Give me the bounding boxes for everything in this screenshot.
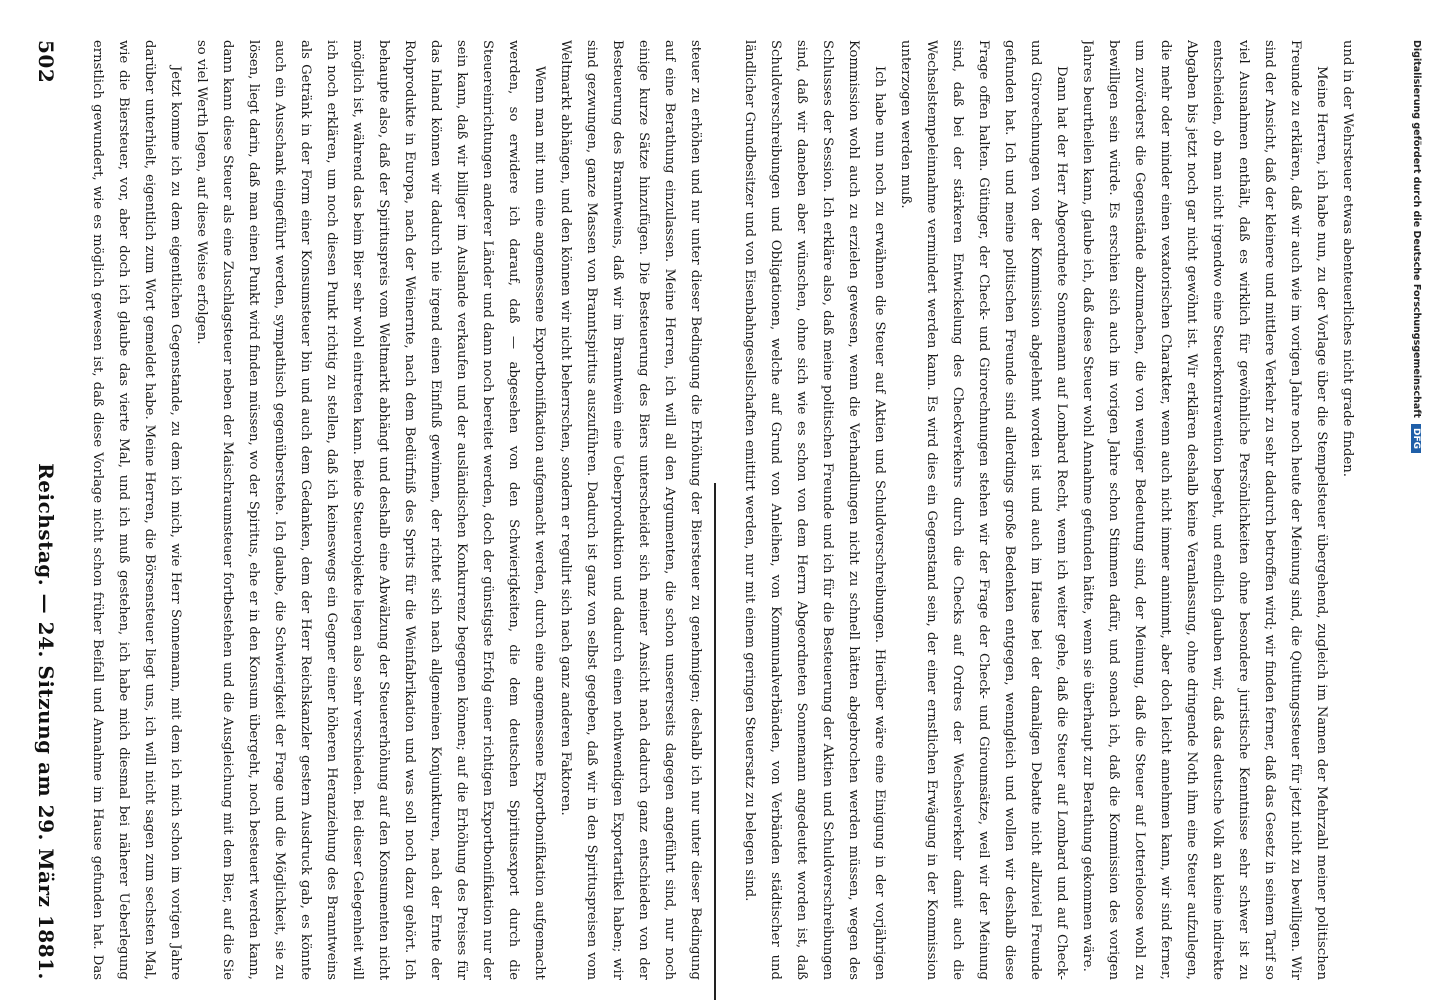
paragraph: Wenn man mit nun eine angemessene Exportbonifikation aufgemacht werden, durch eine angemessene Exportbonifikation aufgemacht werden, so erwidere ich darauf, daß — abgesehen von den Schwierigkeiten, die dem deutschen Spiritusexport durch die Steuereinrichtungen anderer Länder und dann noch bereitet werden, doch der günstigste Erfolg einer richtigen Exportbonifikation nur der sein kann, daß wir billiger im Auslande verkaufen und der ausländischen Konkurrenz begegnen können; auf die Erhöhung des Preises für das Inland können wir dadurch nie irgend einen Einfluß gewinnen, der richtet sich nach allgemeinen Konjunkturen, nach der Ernte der Rohprodukte in Europa, nach der Weinernte, nach dem Bedürfniß des Sprits für die Weinfabrikation und was soll noch dazu gehört. Ich behaupte also, daß der Spirituspreis vom Weltmarkt abhängt und deshalb eine Abwälzung der Steuererhöhung auf den Konsumenten nicht möglich ist, während das beim Bier sehr wohl eintreten kann. Beide Steuerobjekte liegen also sehr verschieden. Bei dieser Gelegenheit will ich noch erklären, um noch diesen Punkt richtig zu stellen, daß ich keineswegs ein Gegner einer höheren Heranziehung des Branntweins als Getränk in der Form einer Konsumsteuer bin und auch dem Gedanken, dem der Herr Reichskanzler gestern Ausdruck gab, es könnte auch ein Ausschank eingeführt werden, sympathisch gegenüberstehe. Ich glaube, die Schwierigkeit der Frage und die Möglichkeit, sie zu lösen, liegt darin, daß man einen Punkt wird finden müssen, wo der Spiritus, ehe er in den Konsum übergeht, noch besteuert werden kann, dann kann diese Steuer als eine Zuschlagsteuer neben der Maischraumsteuer fortbestehen und die Ausgleichung mit dem Bier, auf die Sie so viel Werth legen, auf diese Weise erfolgen. [194,40,547,980]
page-number: 502 [34,40,58,84]
column-divider [714,483,716,1000]
dfg-logo: DFG [1411,424,1421,453]
paragraph: Dann hat der Herr Abgeordnete Sonnemann auf Lombard Recht, wenn ich weiter gehe, daß die Steuer auf Lombard und auf Check- und Girorechnungen von der Kommission abgelehnt worden ist und auch im Hause bei der damaligen Debatte nicht allzuviel Freunde gefunden hat. Ich und meine politischen Freunde sind allerdings große Bedenken entgegen, wenngleich und wollen wir deshalb diese Frage offen halten. Gütinger, der Check- und Girorechnungen stehen wir der Frage der Check- und Giroumsätze, weil wir der Meinung sind, daß bei der stärkeren Entwickelung des Checkverkehrs durch die Checks auf Ordres der Wechselverkehr damit auch die Wechselstempeleinnahme vermindert werden kann. Es wird dies ein Gegenstand sein, der einer ernstlichen Erwägung in der Kommission unterzogen werden muß. [898,40,1069,980]
paragraph: Meine Herren, ich habe nun, zu der Vorlage über die Stempelsteuer übergehend, zugleich im Namen der Mehrzahl meiner politischen Freunde zu erklären, daß wir auch wie im vorigen Jahre noch heute der Meinung sind, die Quittungssteuer für jetzt nicht zu bewilligen. Wir sind der Ansicht, daß der kleinere und mittlere Verkehr zu sehr dadurch betroffen wird; wir finden ferner, daß das Gesetz in seinem Tarif so viel Ausnahmen enthält, daß es wirklich für gewöhnliche Persönlichkeiten ohne besondere juristische Kenntnisse sehr schwer ist zu entscheiden, ob man nicht irgendwo eine Steuerkontravention begeht, und endlich glauben wir, daß das deutsche Volk an kleine indirekte Abgaben bis jetzt noch gar nicht gewöhnt ist. Wir erklären deshalb keine Veranlassung, ohne dringende Noth ihm eine Steuer aufzulegen, die mehr oder minder einen vexatorischen Charakter, wenn auch nicht immer annimmt, aber doch leicht annehmen kann, wir sind ferner, um zuvörderst die Gegenstände abzumachen, die von weniger Bedeutung sind, der Meinung, daß die Steuer auf Lotterieloose wohl zu bewilligen sein würde. Es erschien sich auch im vorigen Jahre schon Stimmen dafür, und sonach ich, daß die Kommission des vorigen Jahres beurtheilen kann, glaube ich, daß diese Steuer wohl Annahme gefunden hätte, wenn sie überhaupt zur Berathung gekommen wäre. [1080,40,1329,980]
column-left [88,40,708,980]
paragraph: Jetzt komme ich zu dem eigentlichen Gegenstande, zu dem ich mich, wie Herr Sonnemann, mit dem ich mich schon im vorigen Jahre darüber unterhielt, eigentlich zum Wort gemeldet habe. Meine Herren, die Börsensteuer liegt uns, ich will nicht sagen zum sechsten Mal, wie die Biersteuer, vor, aber doch ich glaube das vierte Mal, und ich muß gestehen, ich habe mich diesmal bei näherer Ueberlegung ernstlich gewundert, wie es möglich gewesen ist, daß diese Vorlage nicht schon früher Beifall und Annahme im Hause gefunden hat. Das [90,40,183,980]
paragraph: steuer zu erhöhen und nur unter dieser Bedingung die Erhöhung der Biersteuer zu genehmigen; deshalb ich nur unter dieser Bedingung auf eine Berathung einzulassen. Meine Herren, ich will all den Argumenten, die schon unsererseits dagegen angeführt sind, nur noch einige kurze Sätze hinzufügen. Die Besteuerung des Biers unterscheidet sich meiner Ansicht nach dadurch ganz entschieden von der Besteuerung des Branntweins, daß wir im Branntwein eine Ueberproduktion und dadurch einen nothwendigen Exportartikel haben; wir sind gezwungen, ganze Massen von Branntspiritus auszuführen. Dadurch ist ganz von selbst gegeben, daß wir in den Spirituspreisen vom Weltmarkt abhängen, und den können wir nicht beherrschen, sondern er regulirt sich nach ganz anderen Faktoren. [558,40,703,980]
funding-note [1408,40,1422,980]
funding-text: Digitalisierung gefördert durch die Deutsche Forschungsgemeinschaft [1411,40,1422,418]
paragraph: Ich habe nun noch zu erwähnen die Steuer auf Aktien und Schuldverschreibungen. Hierüber wäre eine Einigung in der vorjährigen Kommission wohl auch zu erzielen gewesen, wenn die Verhandlungen nicht zu schnell hätten abgebrochen werden müssen, wegen des Schlusses der Session. Ich erkläre also, daß meine politischen Freunde und ich für die Besteuerung der Aktien und Schuldverschreibungen sind, daß wir daneben aber wünschen, ohne sich wie es schon von dem Herrn Abgeordneten Sonnemann angedeutet worden ist, daß Schuldverschreibungen und Obligationen, welche auf Grund von Anleihen, von Kommunalverbänden, von Verbänden städtischer und ländlicher Grundbesitzer und von Eisenbahngesellschaften emittirt werden, nur mit einem geringen Steuersatz zu belegen sind. [742,40,887,980]
paragraph: und in der Wehrsteuer etwas abenteuerliches nicht grade finden. [1340,40,1355,477]
page-title: Reichstag. — 24. Sitzung am 29. März 1881. [34,463,58,980]
running-header [34,40,58,980]
column-right [740,40,1360,980]
